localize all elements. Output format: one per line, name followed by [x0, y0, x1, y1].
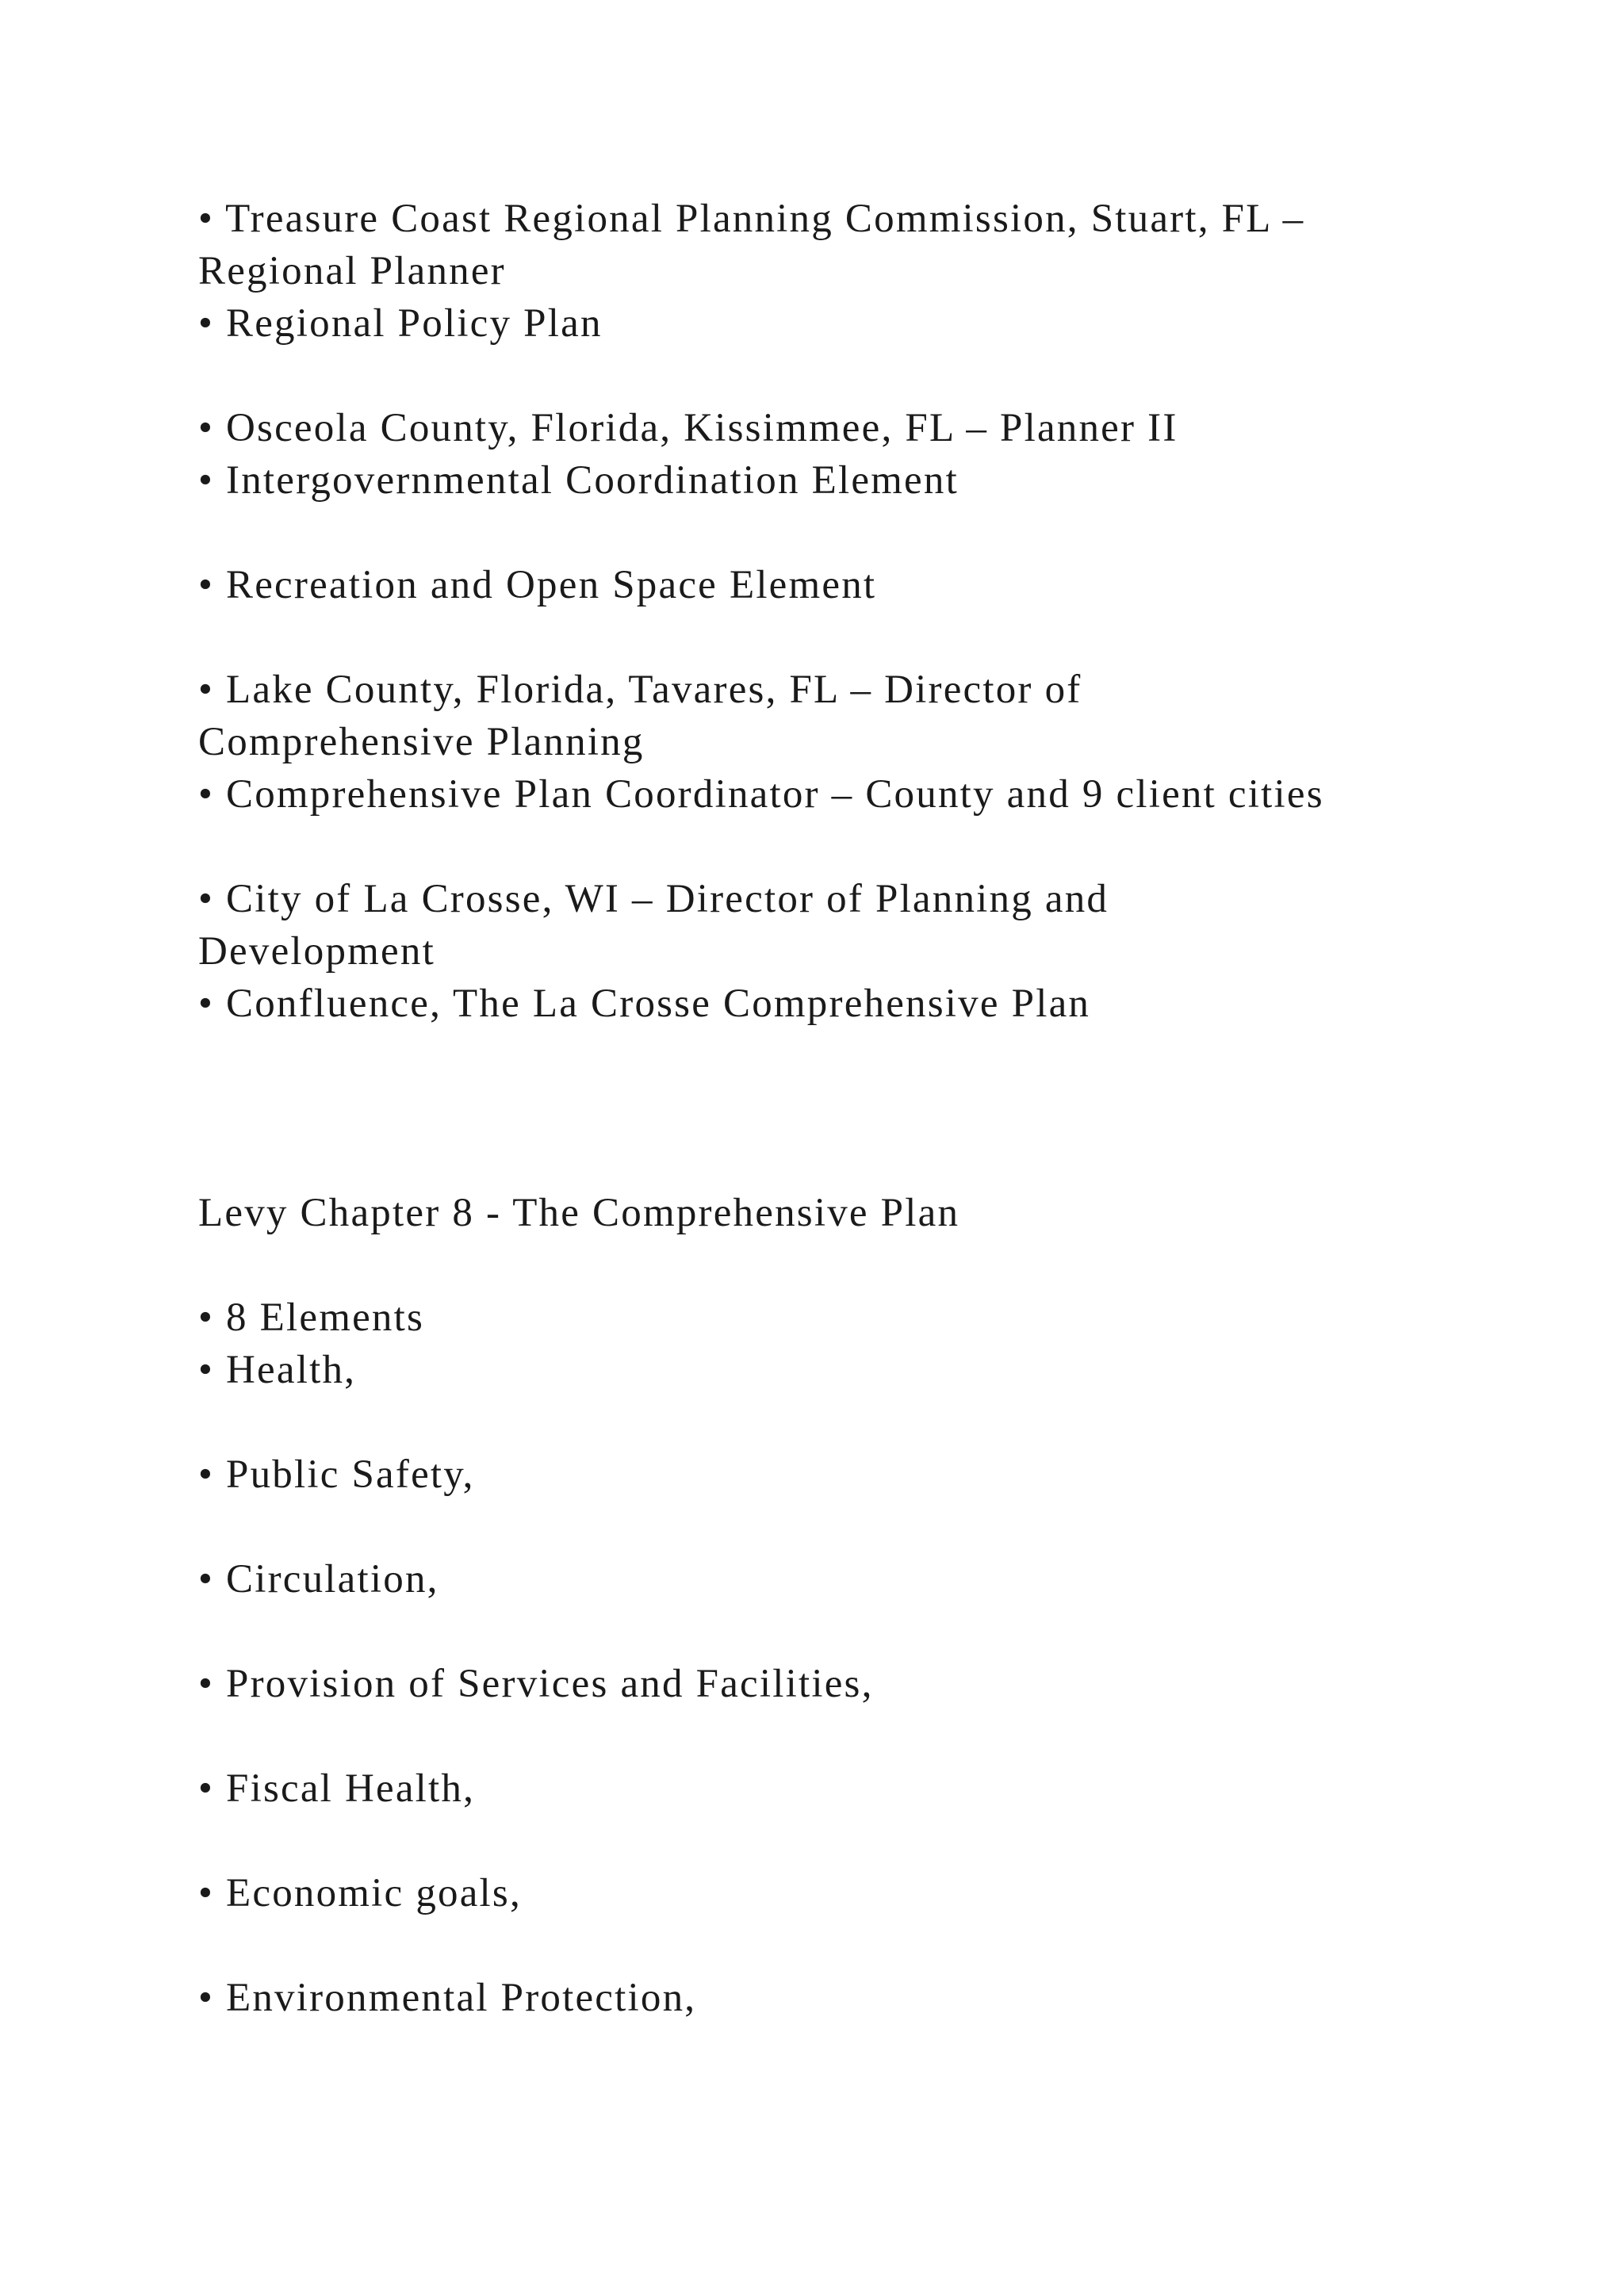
blank-line: [198, 1030, 1507, 1082]
blank-line: [198, 1396, 1507, 1448]
text-line: • 8 Elements: [198, 1295, 425, 1340]
blank-line: [198, 1919, 1507, 1972]
blank-line: [198, 1710, 1507, 1762]
text-line: • Intergovernmental Coordination Element: [198, 458, 959, 503]
text-line: • Health,: [198, 1348, 357, 1392]
text-line: • Lake County, Florida, Tavares, FL – Director of: [198, 668, 1082, 712]
text-line: Comprehensive Planning: [198, 720, 645, 764]
blank-line: [198, 1815, 1507, 1867]
blank-line: [198, 1082, 1507, 1135]
text-line: Regional Planner: [198, 249, 506, 293]
blank-line: [198, 821, 1507, 873]
text-line: • Recreation and Open Space Element: [198, 563, 877, 607]
text-line: • Environmental Protection,: [198, 1976, 697, 2020]
document-body: [198, 193, 1507, 2024]
blank-line: [198, 1239, 1507, 1292]
blank-line: [198, 350, 1507, 402]
blank-line: [198, 1501, 1507, 1553]
section-heading: Levy Chapter 8 - The Comprehensive Plan: [198, 1191, 960, 1235]
blank-line: [198, 611, 1507, 664]
text-line: • City of La Crosse, WI – Director of Planning and: [198, 877, 1109, 921]
text-line: • Circulation,: [198, 1557, 439, 1601]
text-line: • Regional Policy Plan: [198, 301, 603, 346]
blank-line: [198, 507, 1507, 559]
text-line: • Economic goals,: [198, 1871, 522, 1915]
blank-line: [198, 1605, 1507, 1658]
text-line: • Osceola County, Florida, Kissimmee, FL – Planner II: [198, 406, 1178, 450]
text-line: • Comprehensive Plan Coordinator – County and 9 client cities: [198, 772, 1324, 817]
text-line: • Public Safety,: [198, 1452, 475, 1497]
blank-line: [198, 1135, 1507, 1187]
text-line: • Fiscal Health,: [198, 1766, 476, 1811]
text-line: • Provision of Services and Facilities,: [198, 1662, 874, 1706]
text-line: • Treasure Coast Regional Planning Commission, Stuart, FL –: [198, 197, 1305, 241]
text-line: Development: [198, 929, 435, 974]
text-line: • Confluence, The La Crosse Comprehensive Plan: [198, 982, 1091, 1026]
